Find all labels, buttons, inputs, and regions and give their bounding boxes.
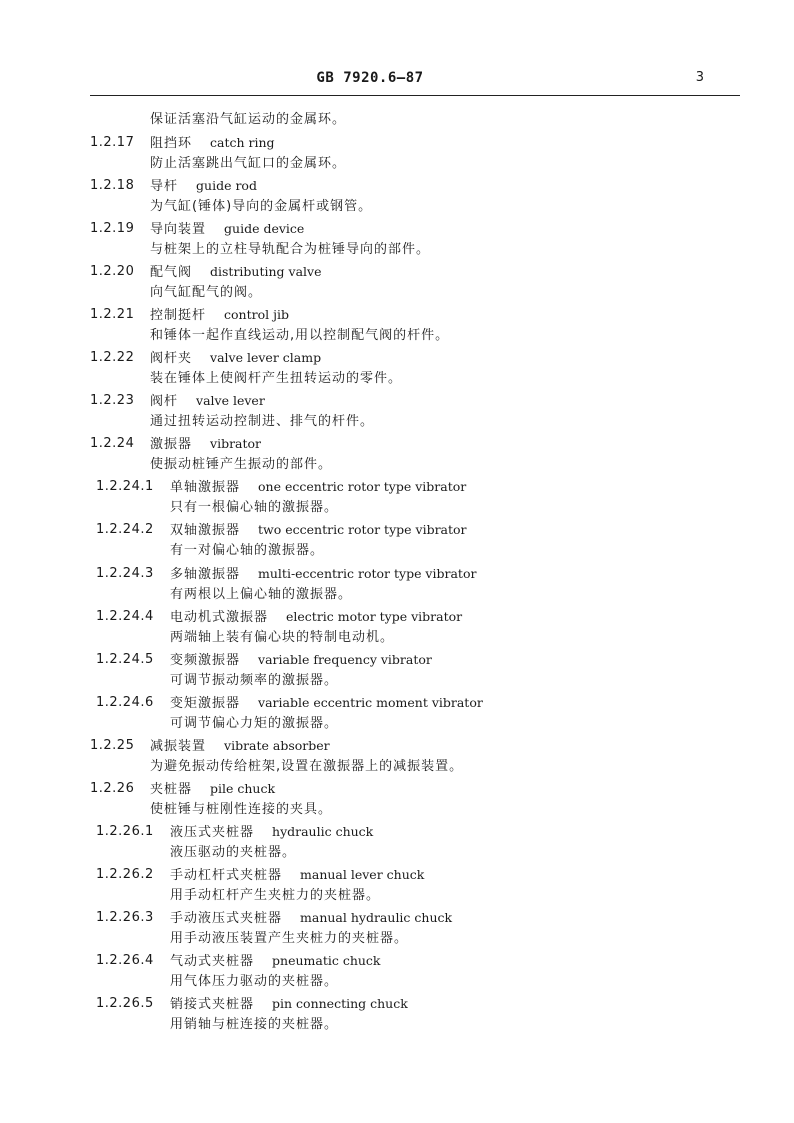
term-english: manual lever chuck <box>300 866 425 882</box>
term-heading <box>150 176 257 197</box>
term-number: 1.2.21 <box>90 307 135 323</box>
term-number: 1.2.26.4 <box>96 952 154 968</box>
term-heading <box>170 822 373 843</box>
term-heading <box>170 607 462 628</box>
term-definition: 两端轴上装有偏心块的特制电动机。 <box>170 629 395 645</box>
term-chinese: 气动式夹桩器 <box>170 953 255 969</box>
term-number: 1.2.26.1 <box>96 823 154 839</box>
term-english: electric motor type vibrator <box>286 608 463 624</box>
page-header <box>90 66 740 94</box>
term-heading <box>150 348 321 369</box>
term-definition: 有一对偏心轴的激振器。 <box>170 543 325 559</box>
term-number: 1.2.26.2 <box>96 866 154 882</box>
term-definition: 用手动杠杆产生夹桩力的夹桩器。 <box>170 887 381 903</box>
term-english: two eccentric rotor type vibrator <box>258 522 467 538</box>
term-chinese: 液压式夹桩器 <box>170 824 255 840</box>
term-definition: 为气缸(锤体)导向的金属杆或钢管。 <box>150 199 373 215</box>
term-chinese: 阀杆夹 <box>150 351 193 367</box>
term-english: multi-eccentric rotor type vibrator <box>258 565 477 581</box>
term-chinese: 变频激振器 <box>170 652 241 668</box>
term-definition: 为避免振动传给桩架,设置在激振器上的减振装置。 <box>150 758 464 774</box>
term-number: 1.2.26 <box>90 780 135 796</box>
term-chinese: 销接式夹桩器 <box>170 997 255 1012</box>
term-english: vibrate absorber <box>224 737 330 753</box>
term-heading <box>150 779 275 800</box>
term-english: valve lever <box>196 393 265 409</box>
term-english: hydraulic chuck <box>272 823 374 839</box>
term-heading <box>170 951 381 972</box>
term-chinese: 变矩激振器 <box>170 695 241 711</box>
term-english: one eccentric rotor type vibrator <box>258 479 467 495</box>
term-heading <box>150 133 275 154</box>
term-definition: 通过扭转运动控制进、排气的杆件。 <box>150 414 375 430</box>
term-english: pin connecting chuck <box>272 996 408 1011</box>
term-chinese: 控制挺杆 <box>150 308 207 324</box>
term-english: guide rod <box>196 178 257 194</box>
term-chinese: 配气阀 <box>150 265 193 281</box>
term-heading <box>150 736 330 757</box>
term-chinese: 导杆 <box>150 179 179 195</box>
term-number: 1.2.20 <box>90 264 135 280</box>
term-heading <box>150 219 304 240</box>
term-number: 1.2.23 <box>90 393 135 409</box>
term-heading <box>150 305 289 326</box>
term-number: 1.2.25 <box>90 737 135 753</box>
term-chinese: 阻挡环 <box>150 136 193 151</box>
term-definition: 用销轴与桩连接的夹桩器。 <box>170 1017 339 1032</box>
term-chinese: 减振装置 <box>150 738 207 754</box>
term-definition: 用气体压力驱动的夹桩器。 <box>170 973 339 989</box>
term-english: pile chuck <box>210 780 276 796</box>
term-chinese: 手动液压式夹桩器 <box>170 910 283 926</box>
term-number: 1.2.24.4 <box>96 608 154 624</box>
term-chinese: 激振器 <box>150 437 193 453</box>
term-definition: 和锤体一起作直线运动,用以控制配气阀的杆件。 <box>150 328 450 344</box>
term-definition: 只有一根偏心轴的激振器。 <box>170 500 339 516</box>
term-heading <box>150 434 261 455</box>
term-heading <box>170 865 424 886</box>
term-number: 1.2.22 <box>90 350 135 366</box>
term-definition: 与桩架上的立柱导轨配合为桩锤导向的部件。 <box>150 242 431 258</box>
term-chinese: 电动机式激振器 <box>170 609 269 625</box>
term-english: valve lever clamp <box>210 350 322 366</box>
term-english: distributing valve <box>210 264 322 280</box>
term-english: manual hydraulic chuck <box>300 909 453 925</box>
term-definition: 向气缸配气的阀。 <box>150 285 263 301</box>
term-definition: 使振动桩锤产生振动的部件。 <box>150 457 333 473</box>
term-number: 1.2.17 <box>90 135 135 150</box>
term-chinese: 多轴激振器 <box>170 566 241 582</box>
standard-code: GB 7920.6—87 <box>316 70 424 86</box>
term-english: variable frequency vibrator <box>258 651 432 667</box>
term-chinese: 导向装置 <box>150 222 207 238</box>
term-heading <box>170 564 476 585</box>
term-number: 1.2.26.3 <box>96 909 154 925</box>
term-definition: 有两根以上偏心轴的激振器。 <box>170 586 353 602</box>
term-definition: 用手动液压装置产生夹桩力的夹桩器。 <box>170 930 409 946</box>
term-english: control jib <box>224 307 289 323</box>
term-definition: 防止活塞跳出气缸口的金属环。 <box>150 156 347 171</box>
term-number: 1.2.24 <box>90 436 135 452</box>
term-chinese: 夹桩器 <box>150 781 193 797</box>
term-number: 1.2.18 <box>90 178 135 194</box>
term-definition: 可调节振动频率的激振器。 <box>170 672 339 688</box>
term-number: 1.2.19 <box>90 221 135 237</box>
term-definition: 装在锤体上使阀杆产生扭转运动的零件。 <box>150 371 403 387</box>
term-number: 1.2.24.1 <box>96 479 154 495</box>
term-definition: 液压驱动的夹桩器。 <box>170 844 297 860</box>
term-number: 1.2.26.5 <box>96 996 154 1011</box>
term-heading <box>170 477 466 498</box>
header-rule <box>90 95 740 96</box>
term-chinese: 阀杆 <box>150 394 179 410</box>
term-english: guide device <box>224 221 305 237</box>
term-english: catch ring <box>210 135 275 150</box>
term-chinese: 手动杠杆式夹桩器 <box>170 867 283 883</box>
term-heading <box>170 908 452 929</box>
term-heading <box>170 994 408 1015</box>
term-heading <box>170 520 467 541</box>
page-number: 3 <box>695 70 704 85</box>
term-number: 1.2.24.5 <box>96 651 154 667</box>
term-number: 1.2.24.6 <box>96 694 154 710</box>
term-heading <box>150 262 322 283</box>
term-chinese: 单轴激振器 <box>170 480 241 496</box>
term-heading <box>150 391 265 412</box>
term-definition: 可调节偏心力矩的激振器。 <box>170 715 339 731</box>
continuation-text: 保证活塞沿气缸运动的金属环。 <box>150 112 347 127</box>
term-heading <box>170 693 483 714</box>
term-number: 1.2.24.2 <box>96 522 154 538</box>
term-english: vibrator <box>210 436 262 452</box>
term-definition: 使桩锤与桩刚性连接的夹具。 <box>150 801 333 817</box>
term-english: pneumatic chuck <box>272 952 381 968</box>
term-heading <box>170 650 432 671</box>
term-chinese: 双轴激振器 <box>170 523 241 539</box>
term-number: 1.2.24.3 <box>96 565 154 581</box>
term-english: variable eccentric moment vibrator <box>258 694 483 710</box>
